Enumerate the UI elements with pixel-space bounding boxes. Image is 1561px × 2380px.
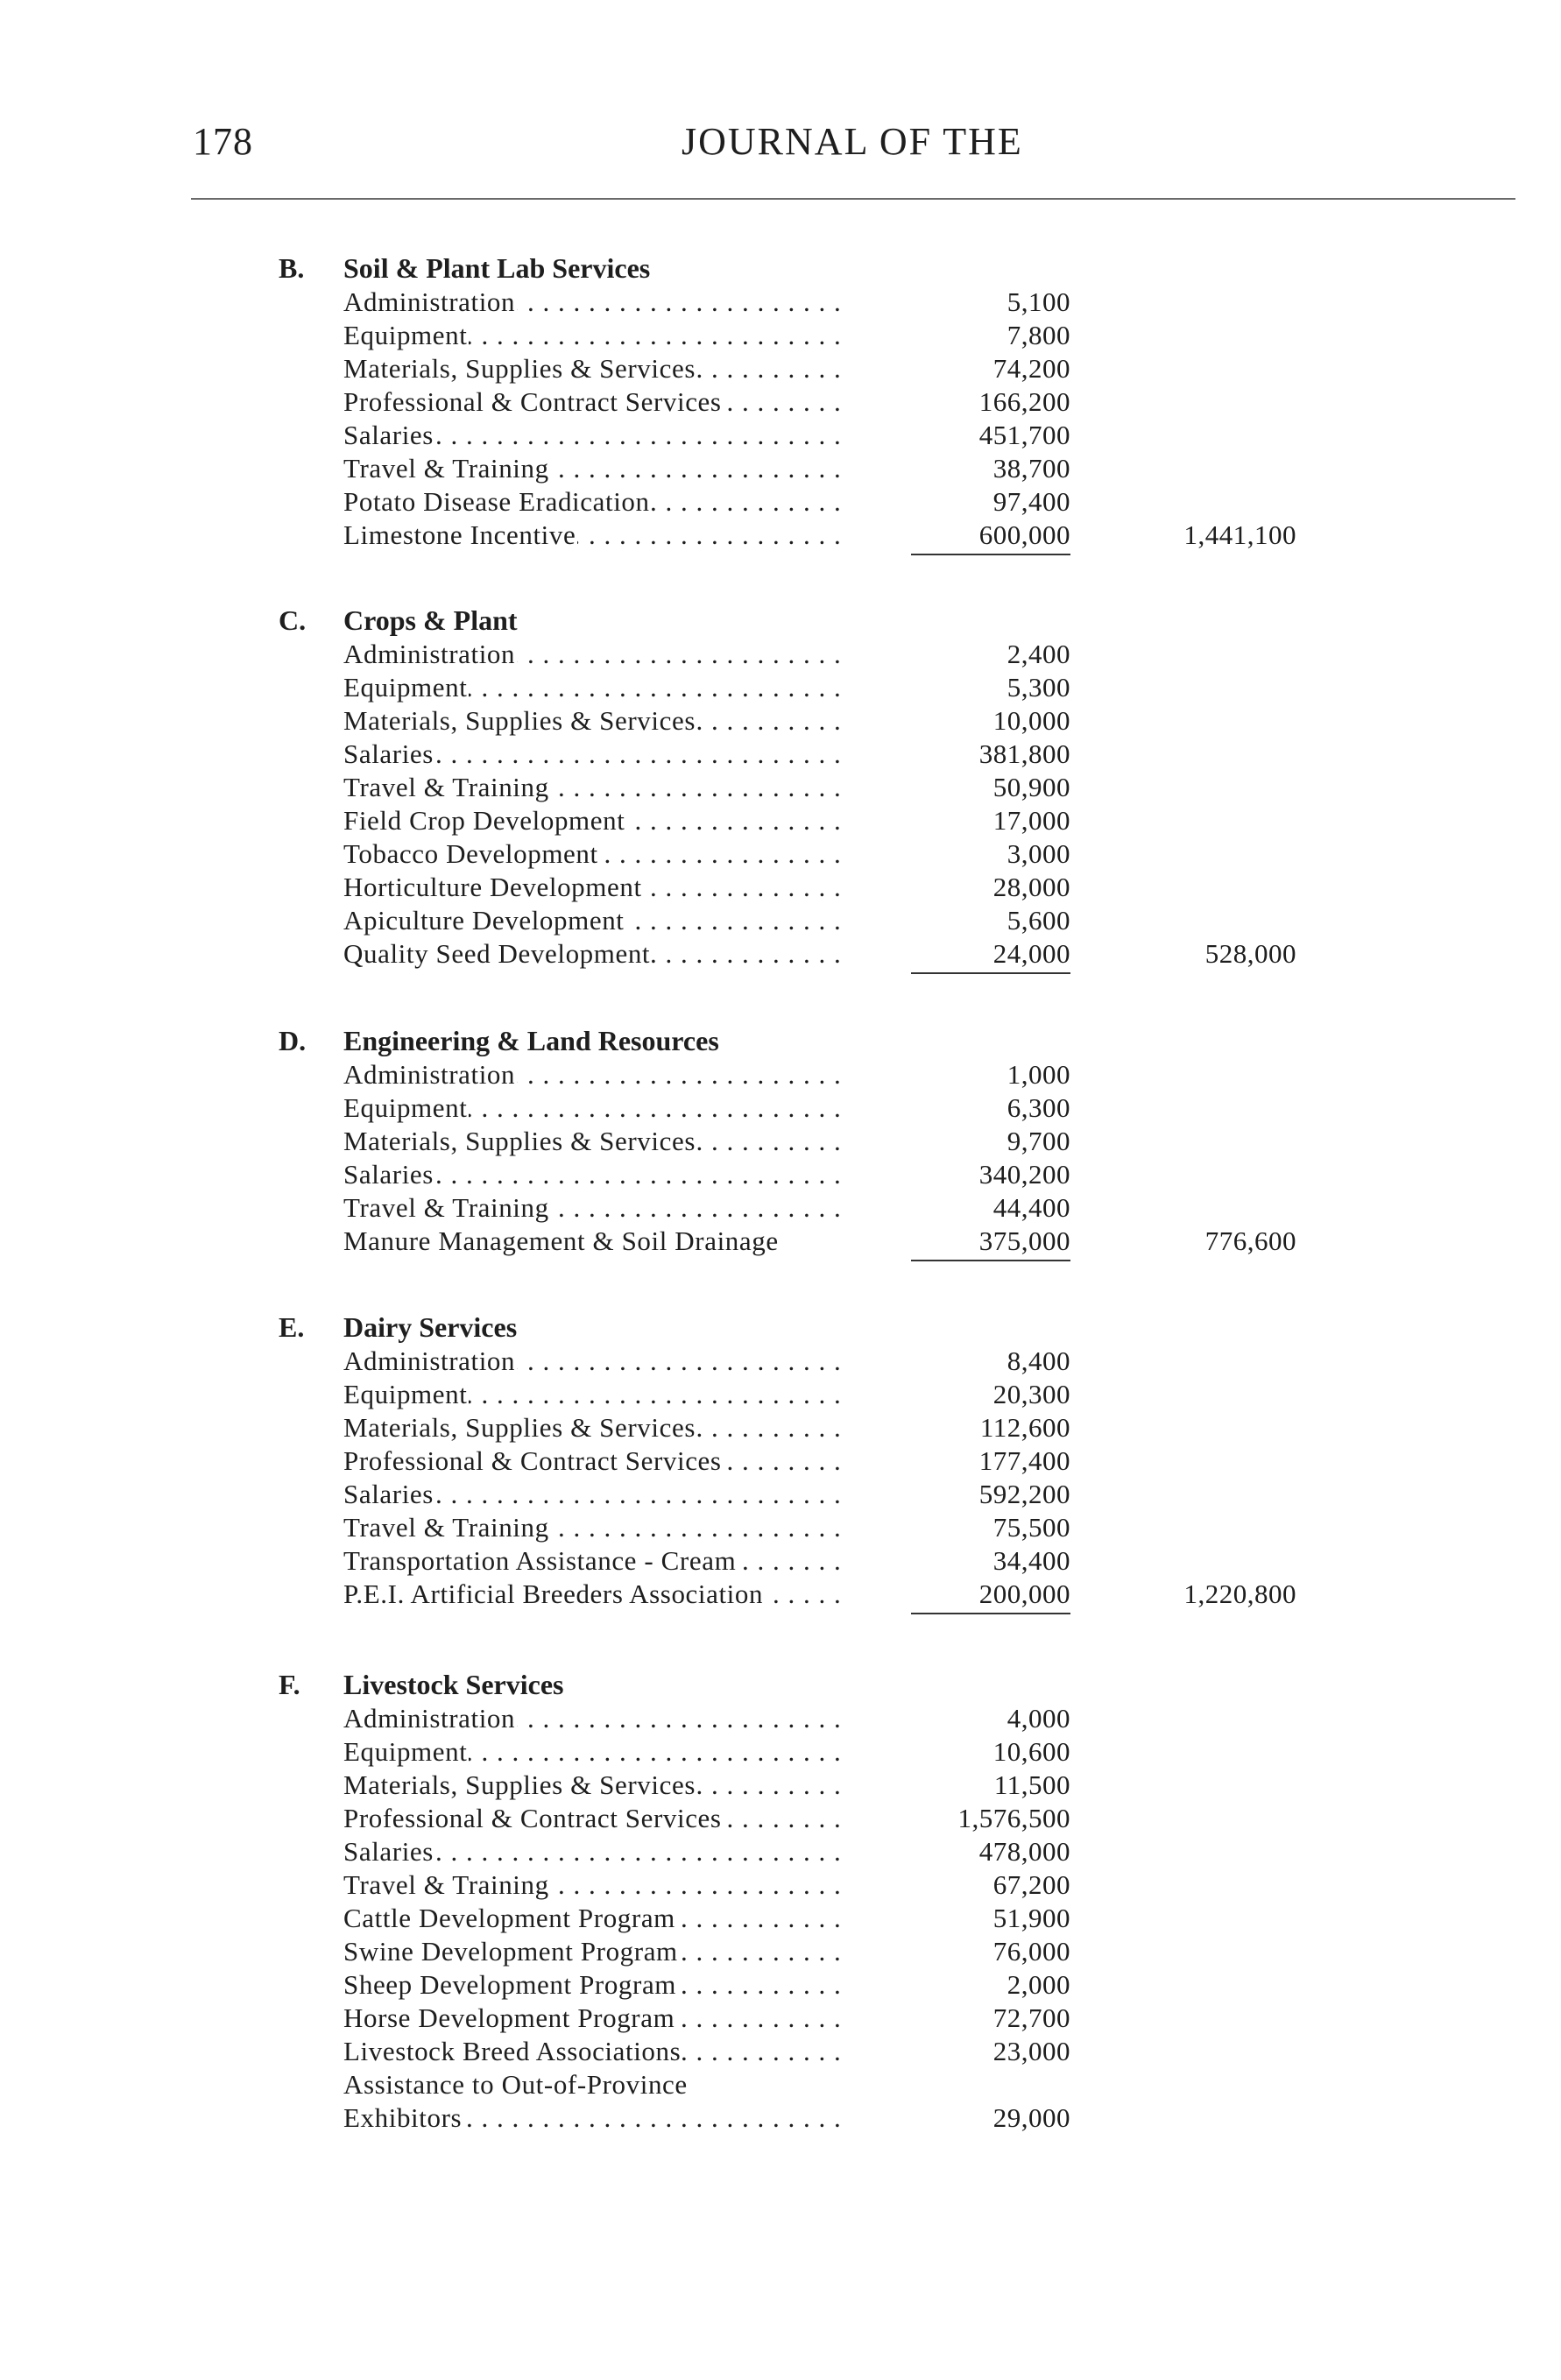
line-item-label (343, 1091, 844, 1125)
section-line-items (0, 638, 1561, 971)
line-item-label-text: Exhibitors (343, 2102, 463, 2133)
page-number: 178 (193, 120, 253, 163)
line-item (0, 904, 1561, 937)
section-line-items (0, 1058, 1561, 1258)
line-item-label-text: Travel & Training (343, 1869, 549, 1900)
line-item-label-text: Travel & Training (343, 1512, 549, 1543)
line-item-label (343, 1735, 844, 1769)
section-total: 528,000 (1204, 938, 1296, 969)
line-item (0, 704, 1561, 738)
line-item-label-text: Travel & Training (343, 772, 549, 802)
line-item-label-text: Equipment (343, 672, 468, 703)
line-item (0, 319, 1561, 352)
line-item-label (343, 1544, 844, 1578)
line-item-amount: 2,400 (1007, 639, 1070, 669)
line-item-label-text: Administration (343, 1059, 516, 1090)
line-item-amount: 8,400 (1007, 1345, 1070, 1376)
line-item-label (343, 904, 844, 937)
line-item-label (343, 1378, 844, 1411)
line-item-amount: 600,000 (978, 519, 1070, 550)
line-item-amount: 5,300 (1007, 672, 1070, 703)
line-item (0, 671, 1561, 704)
line-item-label-text: Salaries (343, 1479, 434, 1509)
running-title: JOURNAL OF THE (682, 120, 1023, 163)
line-item (0, 2002, 1561, 2035)
line-item (0, 352, 1561, 385)
line-item-amount: 50,900 (992, 772, 1070, 802)
line-item (0, 1868, 1561, 1902)
line-item-label-text: Professional & Contract Services (343, 1803, 722, 1833)
line-item-label (343, 871, 844, 904)
line-item (0, 1802, 1561, 1835)
line-item-amount: 76,000 (992, 1936, 1070, 1967)
line-item (0, 1935, 1561, 1968)
line-item (0, 1835, 1561, 1868)
line-item-amount: 17,000 (992, 805, 1070, 836)
line-item-label (343, 1191, 844, 1225)
line-item (0, 1544, 1561, 1578)
line-item-label-text: Sheep Development Program (343, 1969, 677, 2000)
line-item-amount: 97,400 (992, 486, 1070, 517)
line-item-amount: 340,200 (978, 1159, 1070, 1190)
section-letter: C. (279, 604, 307, 636)
line-item-label-text: Professional & Contract Services (343, 1445, 722, 1476)
line-item-label (343, 1158, 844, 1191)
section-letter: E. (279, 1311, 305, 1343)
line-item (0, 485, 1561, 519)
line-item-label (343, 1225, 844, 1258)
line-item-label (343, 1444, 844, 1478)
line-item-label (343, 519, 844, 552)
subtotal-rule (911, 1260, 1070, 1261)
line-item (0, 1378, 1561, 1411)
line-item (0, 1702, 1561, 1735)
line-item-amount: 11,500 (993, 1769, 1070, 1800)
line-item (0, 1411, 1561, 1444)
line-item-label (343, 385, 844, 419)
line-item (0, 385, 1561, 419)
line-item-amount: 67,200 (992, 1869, 1070, 1900)
line-item (0, 286, 1561, 319)
line-item-label (343, 2035, 844, 2068)
line-item-label (343, 1702, 844, 1735)
line-item-label-text: Administration (343, 1703, 516, 1734)
line-item-label-text: Materials, Supplies & Services (343, 705, 696, 736)
section-title: Crops & Plant (343, 604, 518, 636)
line-item-label-text: Quality Seed Development (343, 938, 651, 969)
line-item-label-text: Salaries (343, 420, 434, 450)
section-title: Dairy Services (343, 1311, 518, 1343)
line-item (0, 871, 1561, 904)
line-item-label (343, 319, 844, 352)
line-item-amount: 5,100 (1007, 286, 1070, 317)
line-item-amount: 9,700 (1007, 1126, 1070, 1156)
line-item-label-text: Salaries (343, 1836, 434, 1867)
line-item (0, 519, 1561, 552)
line-item (0, 837, 1561, 871)
line-item-amount: 29,000 (992, 2102, 1070, 2133)
line-item-amount: 34,400 (992, 1545, 1070, 1576)
line-item-label (343, 1868, 844, 1902)
line-item-label (343, 1411, 844, 1444)
line-item-label (343, 1835, 844, 1868)
section-line-items (0, 1702, 1561, 2135)
line-item-amount: 75,500 (992, 1512, 1070, 1543)
line-item-amount: 20,300 (992, 1379, 1070, 1409)
line-item-label-text: Materials, Supplies & Services (343, 353, 696, 384)
line-item-label-text: Travel & Training (343, 453, 549, 484)
line-item (0, 1511, 1561, 1544)
line-item-amount: 381,800 (978, 738, 1070, 769)
line-item-label-text: Field Crop Development (343, 805, 625, 836)
line-item-label (343, 837, 844, 871)
section-letter: B. (279, 252, 305, 284)
line-item-label-text: Travel & Training (343, 1192, 549, 1223)
line-item-amount: 112,600 (979, 1412, 1070, 1443)
line-item-amount: 10,600 (992, 1736, 1070, 1767)
line-item-amount: 1,000 (1007, 1059, 1070, 1090)
line-item (0, 937, 1561, 971)
section-total: 1,441,100 (1183, 519, 1296, 550)
line-item-label-text: Materials, Supplies & Services (343, 1126, 696, 1156)
line-item-amount: 38,700 (992, 453, 1070, 484)
line-item (0, 1125, 1561, 1158)
line-item-label-text: Administration (343, 1345, 516, 1376)
line-item-amount: 28,000 (992, 872, 1070, 902)
line-item-label (343, 1968, 844, 2002)
line-item-amount: 6,300 (1007, 1092, 1070, 1123)
line-item (0, 2101, 1561, 2135)
line-item (0, 1225, 1561, 1258)
line-item-label-text: Materials, Supplies & Services (343, 1412, 696, 1443)
line-item-label (343, 1935, 844, 1968)
line-item (0, 1478, 1561, 1511)
line-item-label (343, 352, 844, 385)
line-item-amount: 451,700 (978, 420, 1070, 450)
line-item-amount: 375,000 (978, 1225, 1070, 1256)
line-item-amount: 7,800 (1007, 320, 1070, 350)
line-item-label (343, 1511, 844, 1544)
line-item-label (343, 1125, 844, 1158)
section-line-items (0, 286, 1561, 552)
line-item-label (343, 419, 844, 452)
line-item-label (343, 452, 844, 485)
section-title: Engineering & Land Resources (343, 1025, 719, 1056)
line-item-amount: 24,000 (992, 938, 1070, 969)
line-item-label (343, 2002, 844, 2035)
line-item (0, 1345, 1561, 1378)
line-item-label-text: Limestone Incentive (343, 519, 576, 550)
line-item-amount: 166,200 (978, 386, 1070, 417)
line-item (0, 804, 1561, 837)
line-item-amount: 23,000 (992, 2036, 1070, 2066)
line-item-amount: 177,400 (978, 1445, 1070, 1476)
line-item-label (343, 2068, 844, 2101)
line-item-amount: 44,400 (992, 1192, 1070, 1223)
line-item (0, 1091, 1561, 1125)
line-item-label (343, 2101, 844, 2135)
line-item-label-text: Professional & Contract Services (343, 386, 722, 417)
line-item-amount: 3,000 (1007, 838, 1070, 869)
section-total: 776,600 (1204, 1225, 1296, 1256)
line-item-label (343, 738, 844, 771)
section-letter: D. (279, 1025, 307, 1056)
line-item-label-text: Equipment (343, 1379, 468, 1409)
line-item-label (343, 638, 844, 671)
subtotal-rule (911, 972, 1070, 974)
line-item-label-text: Potato Disease Eradication (343, 486, 650, 517)
section-title: Livestock Services (343, 1669, 564, 1700)
line-item (0, 638, 1561, 671)
line-item-label (343, 1058, 844, 1091)
line-item-label-text: P.E.I. Artificial Breeders Association (343, 1578, 764, 1609)
line-item (0, 738, 1561, 771)
line-item-amount: 4,000 (1007, 1703, 1070, 1734)
line-item-amount: 592,200 (978, 1479, 1070, 1509)
line-item-label (343, 671, 844, 704)
subtotal-rule (911, 1613, 1070, 1614)
line-item-label-text: Assistance to Out-of-Province (343, 2069, 688, 2100)
line-item (0, 1769, 1561, 1802)
line-item-amount: 51,900 (992, 1903, 1070, 1933)
line-item-amount: 478,000 (978, 1836, 1070, 1867)
line-item-label (343, 1802, 844, 1835)
line-item (0, 1191, 1561, 1225)
section-title: Soil & Plant Lab Services (343, 252, 651, 284)
line-item-amount: 2,000 (1007, 1969, 1070, 2000)
line-item (0, 1578, 1561, 1611)
line-item-label (343, 704, 844, 738)
line-item (0, 771, 1561, 804)
line-item-label (343, 1478, 844, 1511)
line-item (0, 1735, 1561, 1769)
section-line-items (0, 1345, 1561, 1611)
line-item-amount: 5,600 (1007, 905, 1070, 936)
line-item-label-text: Horticulture Development (343, 872, 642, 902)
line-item-label (343, 485, 844, 519)
line-item-label-text: Equipment (343, 1736, 468, 1767)
line-item-label-text: Livestock Breed Associations (343, 2036, 682, 2066)
line-item-amount: 1,576,500 (957, 1803, 1070, 1833)
section-total: 1,220,800 (1183, 1578, 1296, 1609)
line-item (0, 1158, 1561, 1191)
line-item-label-text: Horse Development Program (343, 2002, 675, 2033)
line-item (0, 419, 1561, 452)
line-item (0, 2068, 1561, 2101)
line-item-label (343, 771, 844, 804)
line-item-label (343, 804, 844, 837)
line-item-label-text: Manure Management & Soil Drainage (343, 1225, 779, 1256)
line-item-label-text: Equipment (343, 1092, 468, 1123)
line-item-label (343, 937, 844, 971)
line-item-label-text: Administration (343, 639, 516, 669)
line-item (0, 2035, 1561, 2068)
line-item (0, 1902, 1561, 1935)
line-item-label (343, 1578, 844, 1611)
line-item-amount: 10,000 (992, 705, 1070, 736)
line-item-label-text: Salaries (343, 1159, 434, 1190)
line-item-label-text: Cattle Development Program (343, 1903, 675, 1933)
line-item-label-text: Materials, Supplies & Services (343, 1769, 696, 1800)
line-item-label (343, 1769, 844, 1802)
line-item (0, 1444, 1561, 1478)
line-item-amount: 74,200 (992, 353, 1070, 384)
line-item-label (343, 1902, 844, 1935)
line-item (0, 1058, 1561, 1091)
line-item-label-text: Equipment (343, 320, 468, 350)
line-item-label-text: Tobacco Development (343, 838, 598, 869)
line-item-amount: 72,700 (992, 2002, 1070, 2033)
line-item-label-text: Salaries (343, 738, 434, 769)
line-item-label-text: Administration (343, 286, 516, 317)
line-item-amount: 200,000 (978, 1578, 1070, 1609)
section-letter: F. (279, 1669, 300, 1700)
line-item-label (343, 1345, 844, 1378)
subtotal-rule (911, 554, 1070, 555)
line-item-label-text: Swine Development Program (343, 1936, 678, 1967)
line-item-label-text: Apiculture Development (343, 905, 625, 936)
line-item (0, 1968, 1561, 2002)
line-item-label (343, 286, 844, 319)
line-item (0, 452, 1561, 485)
line-item-label-text: Transportation Assistance - Cream (343, 1545, 737, 1576)
